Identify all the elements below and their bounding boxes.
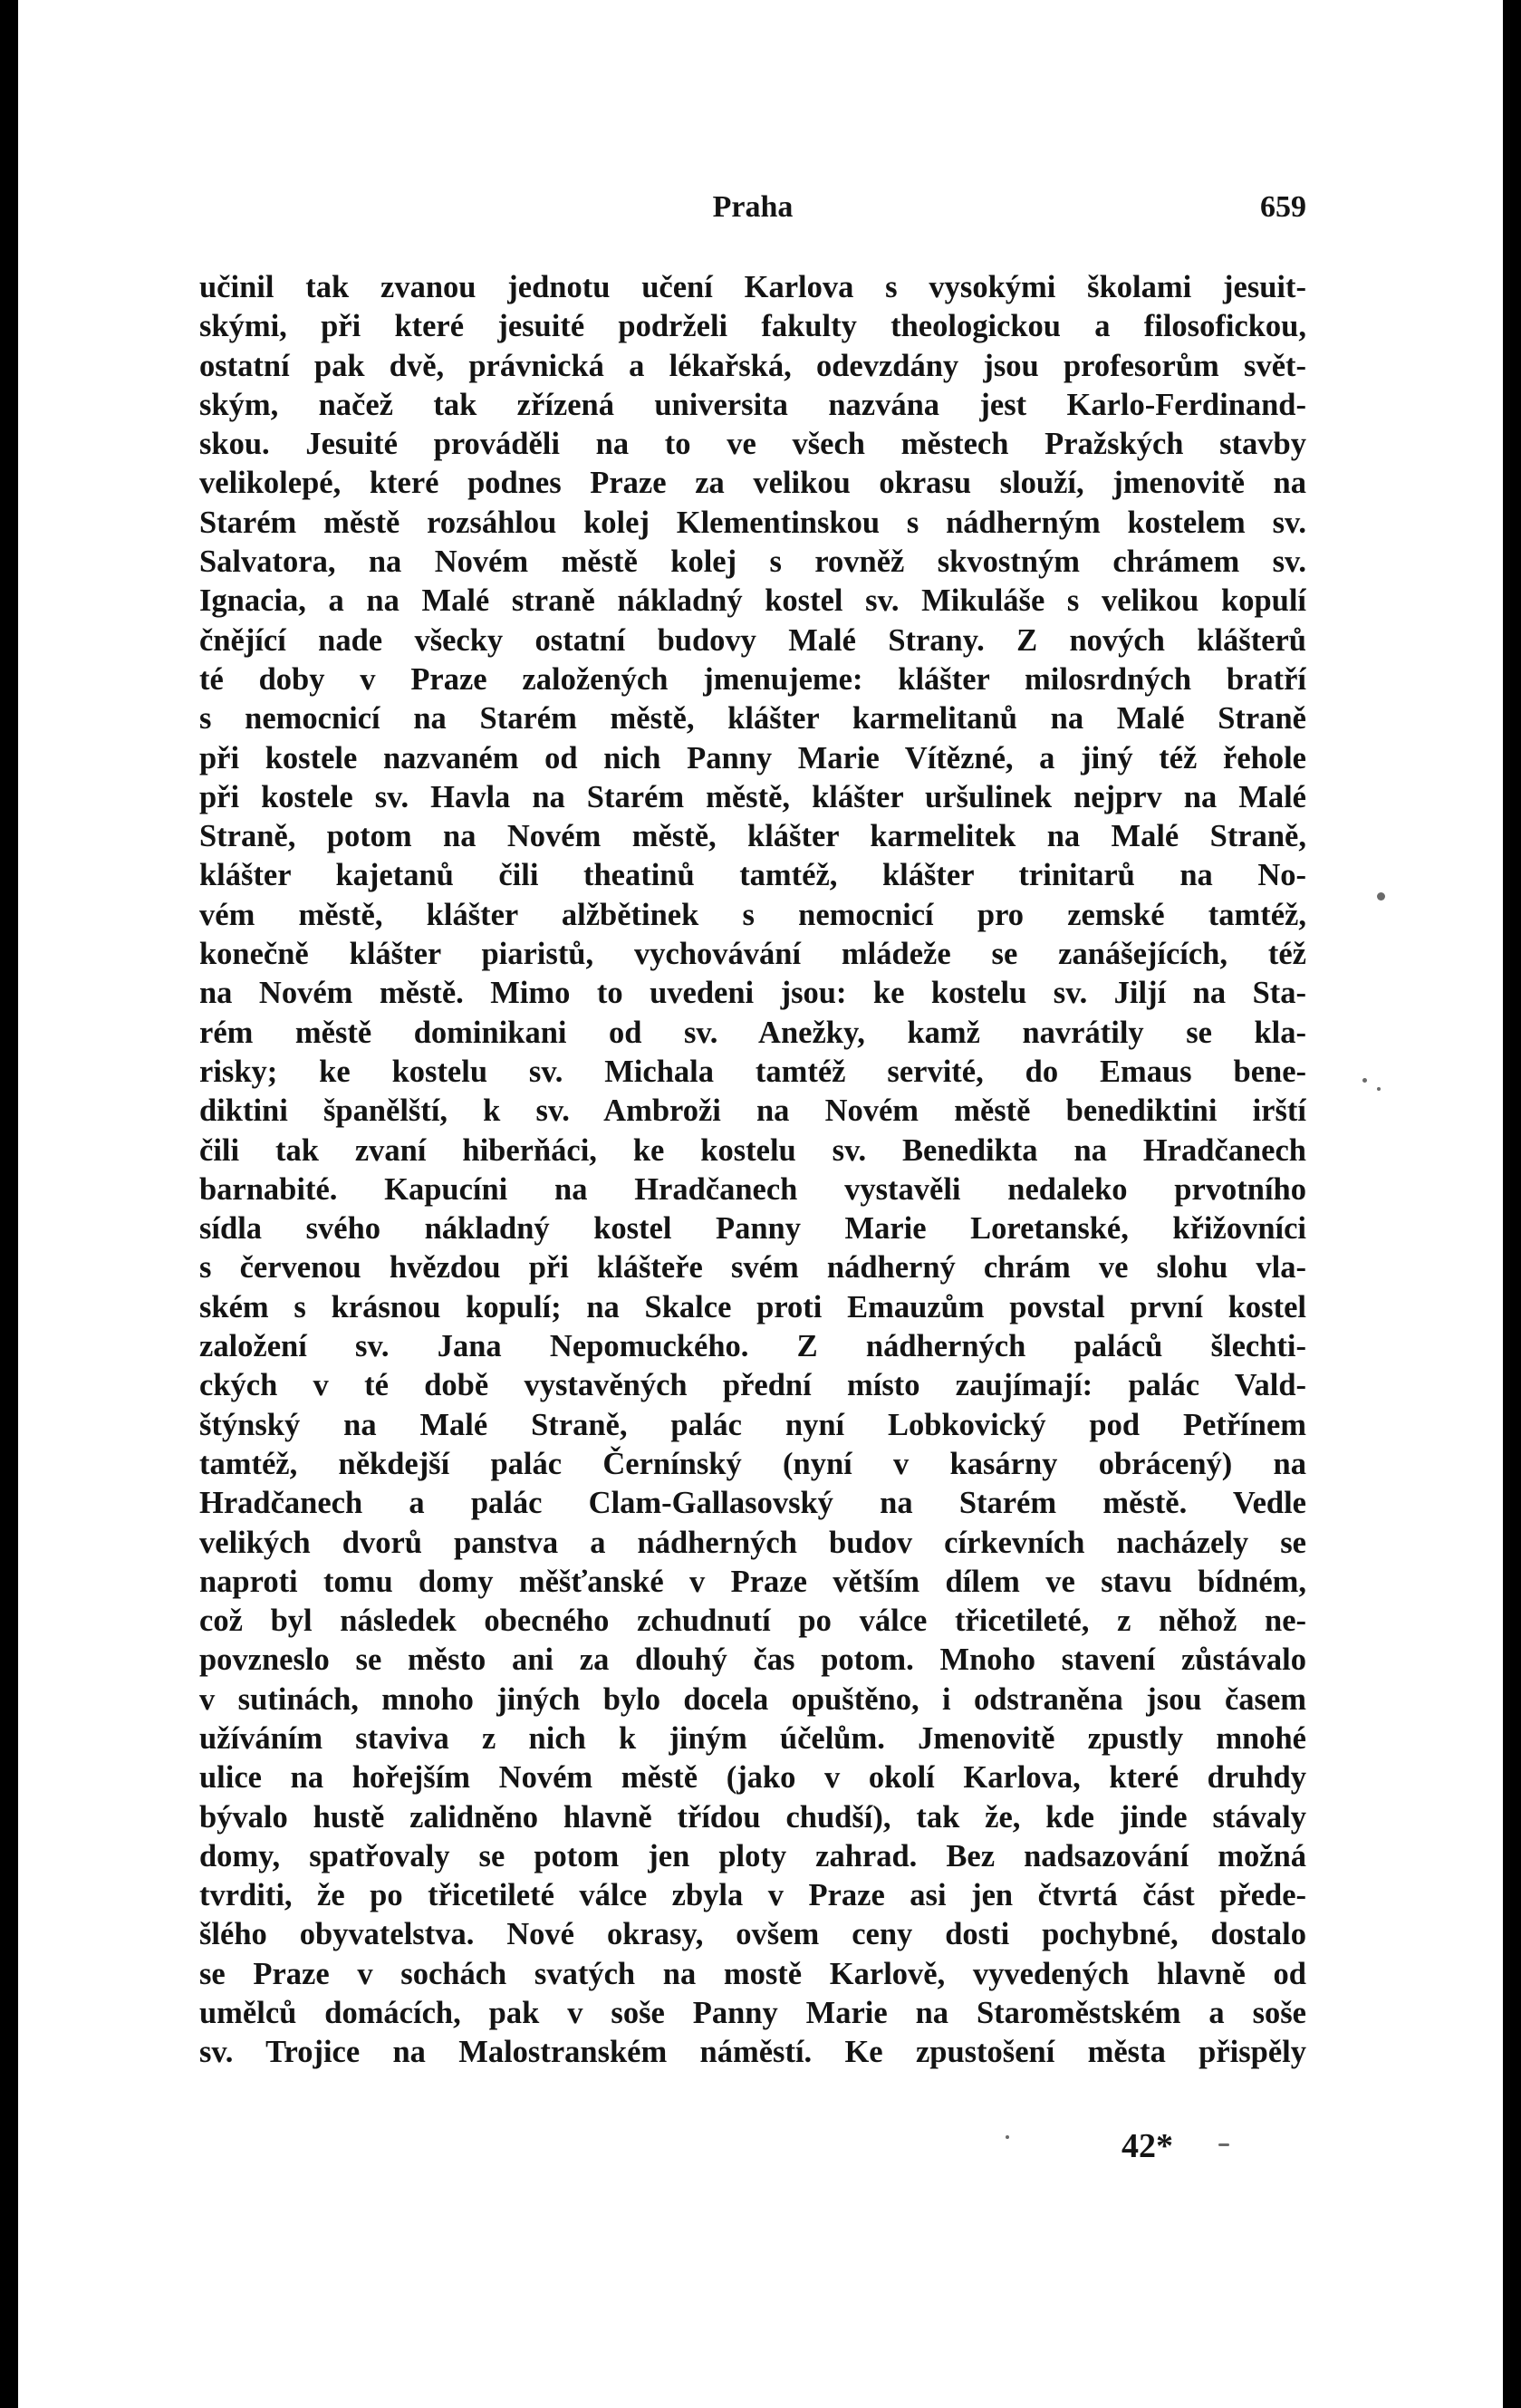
page-header bbox=[199, 190, 1306, 236]
text-line: tvrditi, že po třicetileté válce zbyla v Praze asi jen čtvrtá část přede- bbox=[199, 1878, 1306, 1913]
text-line: Hradčanech a palác Clam-Gallasovský na Starém městě. Vedle bbox=[199, 1486, 1306, 1521]
text-line: té doby v Praze založených jmenujeme: klášter milosrdných bratří bbox=[199, 661, 1306, 697]
text-line: štýnský na Malé Straně, palác nyní Lobkovický pod Petřínem bbox=[199, 1407, 1306, 1442]
text-line: vém městě, klášter alžbětinek s nemocnicí pro zemské tamtéž, bbox=[199, 897, 1306, 932]
text-line: založení sv. Jana Nepomuckého. Z nádherných paláců šlechti- bbox=[199, 1329, 1306, 1364]
text-line: bývalo hustě zalidněno hlavně třídou chudší), tak že, kde jinde stávaly bbox=[199, 1799, 1306, 1835]
text-line: se Praze v sochách svatých na mostě Karlově, vyvedených hlavně od bbox=[199, 1956, 1306, 1991]
text-line: Starém městě rozsáhlou kolej Klementinskou s nádherným kostelem sv. bbox=[199, 505, 1306, 540]
text-line: což byl následek obecného zchudnutí po válce třicetileté, z něhož ne- bbox=[199, 1604, 1306, 1639]
speck-mark bbox=[1377, 1087, 1381, 1091]
body-text bbox=[199, 268, 1306, 2073]
running-title: Praha bbox=[712, 190, 794, 224]
text-line: Straně, potom na Novém městě, klášter karmelitek na Malé Straně, bbox=[199, 819, 1306, 854]
text-line: skou. Jesuité prováděli na to ve všech městech Pražských stavby bbox=[199, 427, 1306, 462]
text-line: sídla svého nákladný kostel Panny Marie Loretanské, křižovníci bbox=[199, 1211, 1306, 1247]
text-line: s nemocnicí na Starém městě, klášter karmelitanů na Malé Straně bbox=[199, 701, 1306, 737]
text-line: při kostele nazvaném od nich Panny Marie Vítězné, a jiný též řehole bbox=[199, 740, 1306, 775]
text-line: konečně klášter piaristů, vychovávání mládeže se zanášejících, též bbox=[199, 937, 1306, 972]
text-line: na Novém městě. Mimo to uvedeni jsou: ke kostelu sv. Jiljí na Sta- bbox=[199, 976, 1306, 1011]
text-line: naproti tomu domy měšťanské v Praze větším dílem ve stavu bídném, bbox=[199, 1564, 1306, 1599]
text-line: v sutinách, mnoho jiných bylo docela opuštěno, i odstraněna jsou časem bbox=[199, 1681, 1306, 1717]
text-line: skými, při které jesuité podrželi fakulty theologickou a filosofickou, bbox=[199, 309, 1306, 344]
text-line: Ignacia, a na Malé straně nákladný kostel sv. Mikuláše s velikou kopulí bbox=[199, 583, 1306, 619]
text-line: ulice na hořejším Novém městě (jako v okolí Karlova, které druhdy bbox=[199, 1760, 1306, 1796]
text-line: ském s krásnou kopulí; na Skalce proti Emauzům povstal první kostel bbox=[199, 1289, 1306, 1324]
speck-mark bbox=[1218, 2143, 1229, 2146]
speck-mark bbox=[1377, 892, 1385, 901]
text-line: čnějící nade všecky ostatní budovy Malé Strany. Z nových klášterů bbox=[199, 622, 1306, 658]
text-line: s červenou hvězdou při klášteře svém nádherný chrám ve slohu vla- bbox=[199, 1250, 1306, 1286]
text-line: sv. Trojice na Malostranském náměstí. Ke zpustošení města přispěly bbox=[199, 2035, 1306, 2070]
text-line: rém městě dominikani od sv. Anežky, kamž navrátily se kla- bbox=[199, 1015, 1306, 1050]
text-line: tamtéž, někdejší palác Černínský (nyní v kasárny obrácený) na bbox=[199, 1446, 1306, 1481]
text-line: velikých dvorů panstva a nádherných budov církevních nacházely se bbox=[199, 1525, 1306, 1560]
book-page bbox=[18, 0, 1503, 2408]
text-line: velikolepé, které podnes Praze za velikou okrasu slouží, jmenovitě na bbox=[199, 466, 1306, 501]
text-line: čili tak zvaní hiberňáci, ke kostelu sv. Benedikta na Hradčanech bbox=[199, 1132, 1306, 1168]
text-line: Salvatora, na Novém městě kolej s rovněž skvostným chrámem sv. bbox=[199, 544, 1306, 580]
text-line: užíváním staviva z nich k jiným účelům. Jmenovitě zpustly mnohé bbox=[199, 1720, 1306, 1756]
text-line: učinil tak zvanou jednotu učení Karlova s vysokými školami jesuit- bbox=[199, 270, 1306, 304]
printer-signature: 42* bbox=[1121, 2127, 1173, 2165]
text-line: domy, spatřovaly se potom jen ploty zahrad. Bez nadsazování možná bbox=[199, 1838, 1306, 1873]
text-line: ckých v té době vystavěných přední místo zaujímají: palác Vald- bbox=[199, 1368, 1306, 1403]
text-line: umělců domácích, pak v soše Panny Marie na Staroměstském a soše bbox=[199, 1996, 1306, 2031]
speck-mark bbox=[1362, 1078, 1367, 1083]
speck-mark bbox=[1006, 2135, 1009, 2139]
text-line: diktini španělští, k sv. Ambroži na Novém městě benediktini irští bbox=[199, 1093, 1306, 1129]
text-line: povzneslo se město ani za dlouhý čas potom. Mnoho stavení zůstávalo bbox=[199, 1642, 1306, 1678]
text-line: při kostele sv. Havla na Starém městě, klášter uršulinek nejprv na Malé bbox=[199, 779, 1306, 814]
text-line: ským, načež tak zřízená universita nazvána jest Karlo-Ferdinand- bbox=[199, 387, 1306, 422]
text-line: barnabité. Kapucíni na Hradčanech vystavěli nedaleko prvotního bbox=[199, 1171, 1306, 1207]
text-line: risky; ke kostelu sv. Michala tamtéž servité, do Emaus bene- bbox=[199, 1054, 1306, 1089]
page-number: 659 bbox=[1260, 190, 1306, 224]
text-line: ostatní pak dvě, právnická a lékařská, odevzdány jsou profesorům svět- bbox=[199, 348, 1306, 383]
text-line: klášter kajetanů čili theatinů tamtéž, klášter trinitarů na No- bbox=[199, 858, 1306, 893]
text-line: šlého obyvatelstva. Nové okrasy, ovšem ceny dosti pochybné, dostalo bbox=[199, 1917, 1306, 1952]
